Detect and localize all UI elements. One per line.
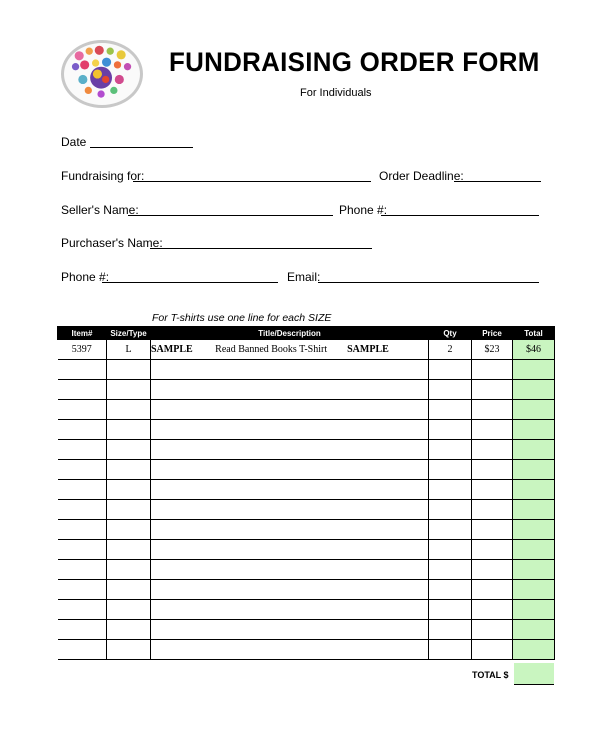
fundraising-for-label: Fundraising for: <box>61 169 145 183</box>
table-header-row <box>58 326 555 340</box>
cell-qty[interactable] <box>429 400 472 420</box>
cell-item[interactable] <box>58 420 107 440</box>
cell-item[interactable] <box>58 360 107 380</box>
cell-price[interactable] <box>472 460 513 480</box>
cell-total[interactable] <box>513 400 555 420</box>
cell-title[interactable] <box>151 360 429 380</box>
table-row <box>58 540 555 560</box>
cell-total[interactable] <box>513 360 555 380</box>
cell-price[interactable] <box>472 640 513 660</box>
column-header-price: Price <box>472 326 513 340</box>
cell-size[interactable] <box>107 540 151 560</box>
cell-item[interactable] <box>58 500 107 520</box>
cell-price[interactable] <box>472 520 513 540</box>
cell-title[interactable] <box>151 340 429 360</box>
table-row <box>58 440 555 460</box>
fundraising-for-field[interactable] <box>133 181 371 182</box>
cell-size[interactable] <box>107 580 151 600</box>
table-note: For T-shirts use one line for each SIZE <box>152 312 332 324</box>
cell-price[interactable] <box>472 600 513 620</box>
column-header-qty: Qty <box>429 326 472 340</box>
cell-size[interactable] <box>107 380 151 400</box>
order-table <box>57 326 555 660</box>
table-row <box>58 560 555 580</box>
cell-total[interactable]: $46 <box>513 340 555 360</box>
item-description: Read Banned Books T-Shirt <box>215 344 328 355</box>
table-row <box>58 400 555 420</box>
cell-qty[interactable] <box>429 580 472 600</box>
cell-price[interactable] <box>472 360 513 380</box>
flower-logo-icon <box>64 43 140 105</box>
cell-total[interactable] <box>513 580 555 600</box>
phone-field-1[interactable] <box>381 215 539 216</box>
cell-size[interactable]: L <box>107 340 151 360</box>
cell-qty[interactable] <box>429 540 472 560</box>
cell-title[interactable] <box>151 400 429 420</box>
page-title: FUNDRAISING ORDER FORM <box>169 47 540 77</box>
table-row <box>58 600 555 620</box>
cell-total[interactable] <box>513 640 555 660</box>
cell-title[interactable] <box>151 520 429 540</box>
table-row <box>58 640 555 660</box>
sample-label-right: SAMPLE <box>347 344 389 355</box>
cell-item[interactable] <box>58 480 107 500</box>
table-row <box>58 480 555 500</box>
phone-label-1: Phone #: <box>339 203 388 217</box>
cell-title[interactable] <box>151 500 429 520</box>
cell-total[interactable] <box>513 500 555 520</box>
cell-qty[interactable] <box>429 520 472 540</box>
cell-size[interactable] <box>107 480 151 500</box>
cell-title[interactable] <box>151 560 429 580</box>
cell-qty[interactable] <box>429 480 472 500</box>
cell-price[interactable] <box>472 500 513 520</box>
cell-item[interactable] <box>58 560 107 580</box>
cell-price[interactable] <box>472 480 513 500</box>
date-field[interactable] <box>90 147 193 148</box>
cell-qty[interactable] <box>429 620 472 640</box>
cell-price[interactable] <box>472 540 513 560</box>
cell-qty[interactable] <box>429 420 472 440</box>
table-row <box>58 580 555 600</box>
cell-size[interactable] <box>107 440 151 460</box>
cell-qty[interactable] <box>429 600 472 620</box>
date-label: Date <box>61 135 87 149</box>
cell-qty[interactable]: 2 <box>429 340 472 360</box>
cell-size[interactable] <box>107 600 151 620</box>
cell-item[interactable] <box>58 540 107 560</box>
order-deadline-label: Order Deadline: <box>379 169 464 183</box>
cell-total[interactable] <box>513 600 555 620</box>
grand-total-label: TOTAL $ <box>472 670 509 680</box>
cell-size[interactable] <box>107 560 151 580</box>
logo <box>61 40 143 108</box>
page-subtitle: For Individuals <box>300 87 372 99</box>
cell-price[interactable] <box>472 560 513 580</box>
cell-title[interactable] <box>151 480 429 500</box>
cell-title[interactable] <box>151 420 429 440</box>
table-row <box>58 380 555 400</box>
order-deadline-field[interactable] <box>454 181 541 182</box>
email-field[interactable] <box>318 282 539 283</box>
cell-price[interactable]: $23 <box>472 340 513 360</box>
column-header-title: Title/Description <box>151 326 429 340</box>
cell-total[interactable] <box>513 540 555 560</box>
cell-size[interactable] <box>107 400 151 420</box>
cell-qty[interactable] <box>429 380 472 400</box>
cell-total[interactable] <box>513 420 555 440</box>
cell-title[interactable] <box>151 540 429 560</box>
cell-size[interactable] <box>107 620 151 640</box>
cell-total[interactable] <box>513 460 555 480</box>
cell-item[interactable] <box>58 400 107 420</box>
cell-price[interactable] <box>472 620 513 640</box>
cell-item[interactable] <box>58 620 107 640</box>
cell-item[interactable] <box>58 460 107 480</box>
cell-qty[interactable] <box>429 560 472 580</box>
table-row <box>58 500 555 520</box>
cell-total[interactable] <box>513 440 555 460</box>
cell-total[interactable] <box>513 380 555 400</box>
cell-title[interactable] <box>151 600 429 620</box>
cell-item[interactable] <box>58 380 107 400</box>
grand-total-field[interactable] <box>514 663 554 685</box>
cell-total[interactable] <box>513 560 555 580</box>
cell-item[interactable] <box>58 600 107 620</box>
column-header-item: Item# <box>58 326 107 340</box>
seller-name-label: Seller's Name: <box>61 203 139 217</box>
phone-label-2: Phone #: <box>61 270 110 284</box>
table-row <box>58 460 555 480</box>
cell-qty[interactable] <box>429 360 472 380</box>
cell-qty[interactable] <box>429 500 472 520</box>
seller-name-field[interactable] <box>128 215 333 216</box>
cell-total[interactable] <box>513 620 555 640</box>
purchaser-name-field[interactable] <box>150 248 372 249</box>
cell-title[interactable] <box>151 460 429 480</box>
table-row <box>58 340 555 360</box>
cell-title[interactable] <box>151 640 429 660</box>
cell-size[interactable] <box>107 520 151 540</box>
table-row <box>58 360 555 380</box>
cell-price[interactable] <box>472 380 513 400</box>
column-header-total: Total <box>513 326 555 340</box>
cell-price[interactable] <box>472 580 513 600</box>
cell-title[interactable] <box>151 620 429 640</box>
cell-size[interactable] <box>107 640 151 660</box>
cell-qty[interactable] <box>429 460 472 480</box>
cell-total[interactable] <box>513 520 555 540</box>
cell-title[interactable] <box>151 580 429 600</box>
cell-size[interactable] <box>107 460 151 480</box>
cell-item[interactable] <box>58 520 107 540</box>
table-row <box>58 520 555 540</box>
cell-item[interactable]: 5397 <box>58 340 107 360</box>
purchaser-name-label: Purchaser's Name: <box>61 236 163 250</box>
sample-label-left: SAMPLE <box>151 344 193 355</box>
cell-title[interactable] <box>151 440 429 460</box>
cell-item[interactable] <box>58 580 107 600</box>
cell-item[interactable] <box>58 440 107 460</box>
cell-size[interactable] <box>107 500 151 520</box>
column-header-size: Size/Type <box>107 326 151 340</box>
cell-qty[interactable] <box>429 640 472 660</box>
phone-field-2[interactable] <box>102 282 278 283</box>
cell-price[interactable] <box>472 420 513 440</box>
cell-size[interactable] <box>107 360 151 380</box>
cell-total[interactable] <box>513 480 555 500</box>
cell-qty[interactable] <box>429 440 472 460</box>
email-label: Email: <box>287 270 321 284</box>
cell-price[interactable] <box>472 440 513 460</box>
table-row <box>58 420 555 440</box>
cell-title[interactable] <box>151 380 429 400</box>
table-row <box>58 620 555 640</box>
cell-item[interactable] <box>58 640 107 660</box>
cell-price[interactable] <box>472 400 513 420</box>
cell-size[interactable] <box>107 420 151 440</box>
